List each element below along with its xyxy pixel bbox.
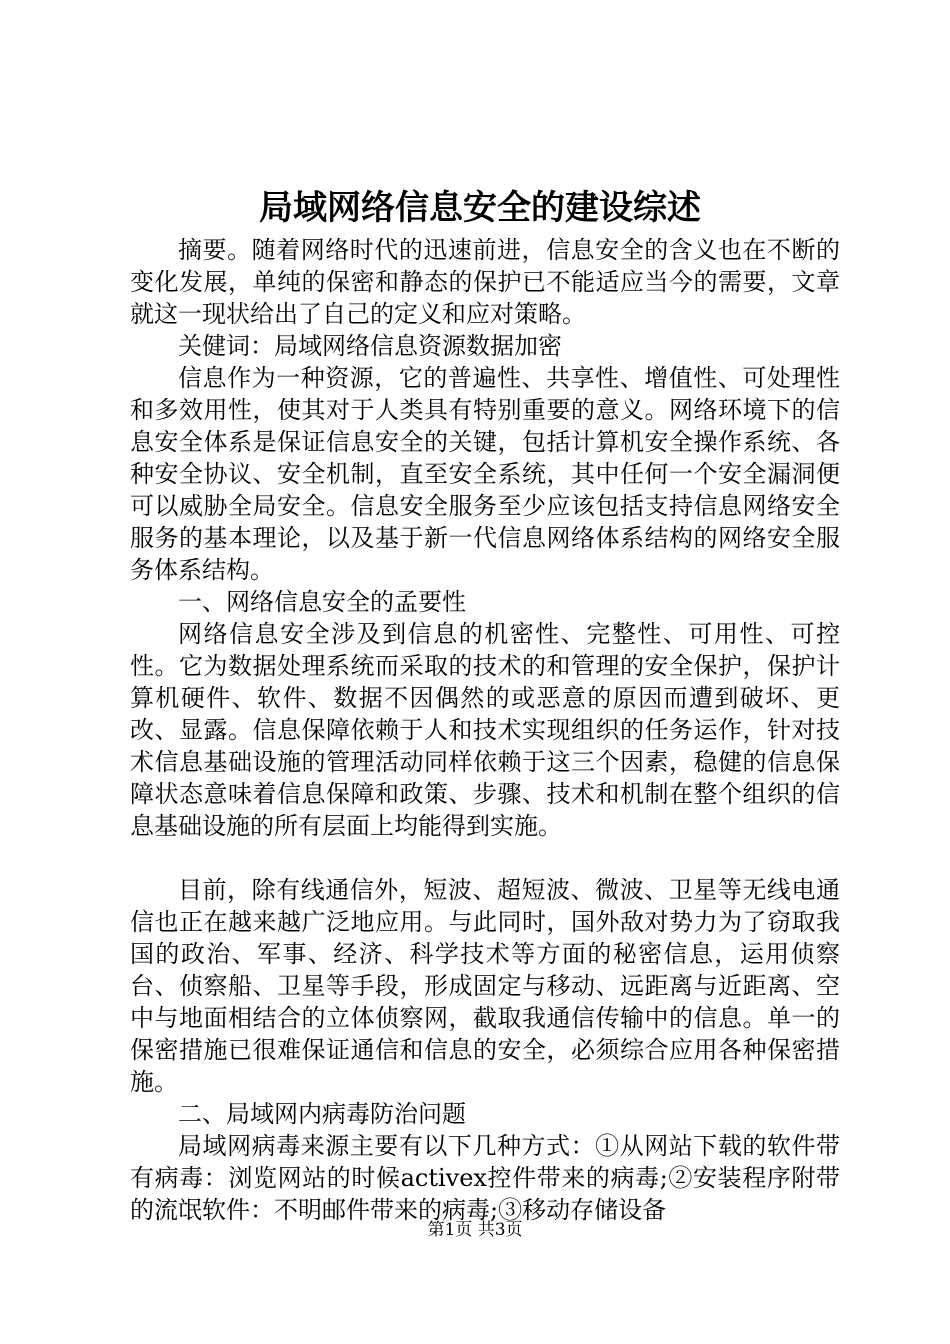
section-2-paragraph: 局域网病毒来源主要有以下几种方式：①从网站下载的软件带有病毒：浏览网站的时候activex控件带来的病毒;②安装程序附带的流氓软件：不明邮件带来的病毒;③移动存储设备 <box>130 1132 840 1224</box>
section-heading-2: 二、局域网内病毒防治问题 <box>178 1100 466 1128</box>
section-1-paragraph-2: 目前，除有线通信外，短波、超短波、微波、卫星等无线电通信也正在越来越广泛地应用。与此同时，国外敌对势力为了窃取我国的政治、军事、经济、科学技术等方面的秘密信息，运用侦察台、侦察船、卫星等手段，形成固定与移动、远距离与近距离、空中与地面相结合的立体侦察网，截取我通信传输中的信息。单一的保密措施已很难保证通信和信息的安全，必须综合应用各种保密措施。 <box>130 876 840 1096</box>
keywords-paragraph: 关健词：局域网络信息资源数据加密 <box>178 332 562 360</box>
page-footer: 第1页 共3页 <box>427 1220 523 1240</box>
abstract-paragraph: 摘要。随着网络时代的迅速前进，信息安全的含义也在不断的变化发展，单纯的保密和静态的保护已不能适应当今的需要，文章就这一现状给出了自己的定义和应对策略。 <box>130 236 840 328</box>
paragraph-gap <box>130 842 840 874</box>
intro-paragraph: 信息作为一种资源，它的普遍性、共享性、增值性、可处理性和多效用性，使其对于人类具有特别重要的意义。网络环境下的信息安全体系是保证信息安全的关键，包括计算机安全操作系统、各种安全协议、安全机制，直至安全系统，其中任何一个安全漏洞便可以威胁全局安全。信息安全服务至少应该包括支持信息网络安全服务的基本理论，以及基于新一代信息网络体系结构的网络安全服务体系结构。 <box>130 364 840 584</box>
section-heading-1: 一、网络信息安全的孟要性 <box>178 588 466 616</box>
document-title: 局域网络信息安全的建设综述 <box>259 188 701 228</box>
document-body <box>130 234 840 1226</box>
section-1-paragraph: 网络信息安全涉及到信息的机密性、完整性、可用性、可控性。它为数据处理系统而采取的技术的和管理的安全保护，保护计算机硬件、软件、数据不因偶然的或恶意的原因而遭到破坏、更改、显露。信息保障依赖于人和技术实现组织的任务运作，针对技术信息基础设施的管理活动同样依赖于这三个因素，稳健的信息保障状态意味着信息保障和政策、步骤、技术和机制在整个组织的信息基础设施的所有层面上均能得到实施。 <box>130 620 840 840</box>
